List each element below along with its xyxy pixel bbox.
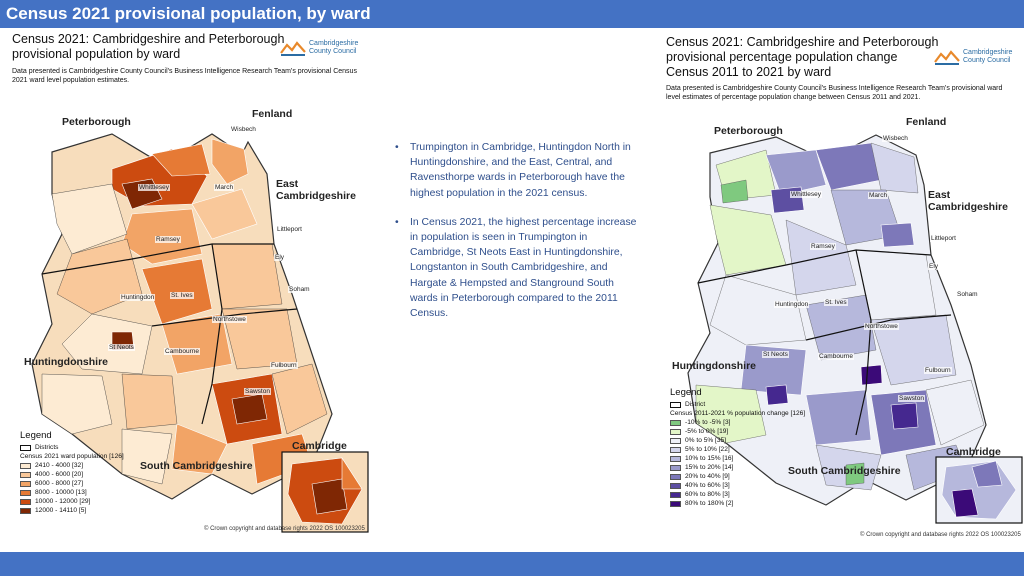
left-region-fenland: Fenland <box>252 108 293 120</box>
left-map-copyright: © Crown copyright and database rights 2022 OS 100023205 <box>204 526 365 532</box>
left-region-huntingdonshire: Huntingdonshire <box>24 356 108 368</box>
bullet-item-1 <box>390 140 640 201</box>
right-legend-label: 10% to 15% [16] <box>685 455 734 462</box>
left-legend-item <box>20 479 124 488</box>
left-legend-label: 2410 - 4000 [32] <box>35 462 84 469</box>
right-region-east-cambs-line1: East <box>928 189 951 201</box>
left-town-sawston: Sawston <box>245 388 270 395</box>
left-legend-item <box>20 497 124 506</box>
right-legend-item <box>670 472 805 481</box>
right-legend-label: -5% to 0% [19] <box>685 428 729 435</box>
left-town-wisbech: Wisbech <box>231 126 256 133</box>
right-legend-label: 15% to 20% [14] <box>685 464 734 471</box>
right-legend-item <box>670 490 805 499</box>
right-legend-swatch <box>670 501 681 507</box>
right-legend-item <box>670 454 805 463</box>
left-legend-swatch <box>20 499 31 505</box>
left-region-cambridge: Cambridge <box>292 440 347 452</box>
left-town-st-neots: St Neots <box>109 344 134 351</box>
right-map-title-line1: Census 2021: Cambridgeshire and Peterborough <box>666 35 939 49</box>
right-legend-label: 20% to 40% [9] <box>685 473 730 480</box>
population-change-map-panel <box>666 35 1024 543</box>
left-legend-title: Legend <box>20 430 52 441</box>
bullet-item-2 <box>390 215 640 321</box>
right-town-fulbourn: Fulbourn <box>925 367 951 374</box>
left-region-east-cambs-line2: Cambridgeshire <box>276 190 356 202</box>
right-legend-label: 5% to 10% [22] <box>685 446 730 453</box>
bullet-dot-2: • <box>395 216 399 228</box>
right-legend-item <box>670 445 805 454</box>
right-region-peterborough: Peterborough <box>714 125 783 137</box>
right-map-note-line1: Data presented is Cambridgeshire County Council's Business Intelligence Research Team's provisional ward <box>666 85 1003 92</box>
right-legend-item <box>670 436 805 445</box>
left-legend-swatch <box>20 463 31 469</box>
right-legend-title: Legend <box>670 387 702 398</box>
left-legend-item <box>20 470 124 479</box>
left-region-south-cambs: South Cambridgeshire <box>140 460 253 472</box>
left-legend-items <box>20 461 124 515</box>
left-legend-swatch <box>20 472 31 478</box>
footer-bar <box>0 552 1024 576</box>
right-map-title-line2: provisional percentage population change <box>666 50 898 64</box>
right-town-littleport: Littleport <box>931 235 956 242</box>
left-map-note-line2: 2021 ward level population estimates. <box>12 77 130 84</box>
right-legend-swatch <box>670 438 681 444</box>
right-legend-item <box>670 463 805 472</box>
right-legend-swatch <box>670 429 681 435</box>
right-legend-item <box>670 499 805 508</box>
left-legend-label: 6000 - 8000 [27] <box>35 480 84 487</box>
right-town-sawston: Sawston <box>899 395 924 402</box>
right-legend-swatch <box>670 456 681 462</box>
left-town-northstowe: Northstowe <box>213 316 246 323</box>
left-legend-districts-swatch <box>20 445 31 451</box>
right-region-south-cambs: South Cambridgeshire <box>788 465 901 477</box>
left-map-title-line1: Census 2021: Cambridgeshire and Peterborough <box>12 32 285 46</box>
population-map-panel <box>12 32 372 540</box>
left-legend-subtitle: Census 2021 ward population [126] <box>20 453 124 460</box>
left-town-whittlesey: Whittlesey <box>139 184 169 191</box>
right-town-wisbech: Wisbech <box>883 135 908 142</box>
right-town-soham: Soham <box>957 291 978 298</box>
council-logo <box>280 40 358 56</box>
right-town-st-ives: St. Ives <box>825 299 847 306</box>
right-legend <box>670 387 805 508</box>
right-council-logo-icon <box>934 49 960 65</box>
left-map-title-line2: provisional population by ward <box>12 47 181 61</box>
right-town-ely: Ely <box>929 263 939 270</box>
left-legend-item <box>20 488 124 497</box>
left-map-note-line1: Data presented is Cambridgeshire County Council's Business Intelligence Research Team's provisional Census <box>12 68 357 75</box>
left-town-ramsey: Ramsey <box>156 236 180 243</box>
right-legend-item <box>670 481 805 490</box>
right-legend-item <box>670 427 805 436</box>
left-town-soham: Soham <box>289 286 310 293</box>
left-town-st-ives: St. Ives <box>171 292 193 299</box>
left-legend-item <box>20 506 124 515</box>
left-town-fulbourn: Fulbourn <box>271 362 297 369</box>
bullet-text-2: In Census 2021, the highest percentage increase in population is seen in Trumpington in Cambridge, St Neots East in Huntingdonshire, Longstanton in South Cambridgeshire, and Hargate & Hempsted and Stanground South wards in Peterborough compared to the 2011 Census. <box>410 216 637 320</box>
right-legend-districts-label: District <box>685 401 706 408</box>
right-legend-swatch <box>670 420 681 426</box>
left-map-note <box>12 67 372 85</box>
right-council-logo <box>934 49 1012 65</box>
right-region-east-cambs-line2: Cambridgeshire <box>928 201 1008 213</box>
right-legend-item <box>670 418 805 427</box>
right-legend-subtitle: Census 2011-2021 % population change [126] <box>670 410 806 417</box>
right-town-huntingdon: Huntingdon <box>775 301 809 308</box>
left-town-march: March <box>215 184 234 191</box>
left-logo-line2: County Council <box>309 48 357 55</box>
left-region-east-cambs <box>276 178 356 202</box>
left-legend-label: 10000 - 12000 [29] <box>35 498 91 505</box>
right-region-east-cambs <box>928 189 1008 213</box>
left-region-peterborough: Peterborough <box>62 116 131 128</box>
left-legend-swatch <box>20 481 31 487</box>
left-town-littleport: Littleport <box>277 226 302 233</box>
council-logo-icon <box>280 40 306 56</box>
right-logo-line1: Cambridgeshire <box>963 49 1013 56</box>
right-map-title-line3: Census 2011 to 2021 by ward <box>666 65 832 79</box>
left-legend-swatch <box>20 508 31 514</box>
right-legend-districts-swatch <box>670 402 681 408</box>
right-region-cambridge: Cambridge <box>946 446 1001 458</box>
left-legend-item <box>20 461 124 470</box>
page-title: Census 2021 provisional population, by ward <box>6 4 371 23</box>
right-town-march: March <box>869 192 888 199</box>
right-legend-swatch <box>670 447 681 453</box>
left-legend-label: 4000 - 6000 [20] <box>35 471 84 478</box>
right-region-huntingdonshire: Huntingdonshire <box>672 360 756 372</box>
right-town-cambourne: Cambourne <box>819 353 853 360</box>
left-legend-label: 12000 - 14110 [5] <box>35 507 87 514</box>
right-town-st-neots: St Neots <box>763 351 788 358</box>
left-town-ely: Ely <box>275 254 285 261</box>
right-logo-line2: County Council <box>963 57 1011 64</box>
right-legend-label: 60% to 80% [3] <box>685 491 730 498</box>
right-legend-label: 0% to 5% [35] <box>685 437 727 444</box>
right-legend-districts <box>670 400 805 409</box>
summary-bullets <box>390 140 640 335</box>
right-map-copyright: © Crown copyright and database rights 2022 OS 100023205 <box>860 532 1021 538</box>
right-map-note <box>666 84 1024 102</box>
left-legend-districts-label: Districts <box>35 444 59 451</box>
right-legend-swatch <box>670 465 681 471</box>
right-legend-items <box>670 418 805 508</box>
left-legend-districts <box>20 443 124 452</box>
bullet-text-1: Trumpington in Cambridge, Huntingdon North in Huntingdonshire, and the East, Central, and Ravensthorpe wards in Peterborough have the highest population in the 2021 census. <box>410 142 631 199</box>
left-legend-swatch <box>20 490 31 496</box>
right-legend-swatch <box>670 474 681 480</box>
title-bar <box>0 0 1024 28</box>
right-legend-label: 40% to 60% [3] <box>685 482 730 489</box>
left-legend <box>20 430 124 515</box>
right-map-note-line2: level estimates of percentage population change between Census 2011 and 2021. <box>666 94 921 101</box>
right-legend-swatch <box>670 492 681 498</box>
right-legend-label: -10% to -5% [3] <box>685 419 731 426</box>
left-town-cambourne: Cambourne <box>165 348 199 355</box>
left-logo-line1: Cambridgeshire <box>309 40 359 47</box>
right-region-fenland: Fenland <box>906 116 947 128</box>
right-legend-swatch <box>670 483 681 489</box>
bullet-dot-1: • <box>395 142 399 153</box>
left-legend-label: 8000 - 10000 [13] <box>35 489 87 496</box>
right-town-northstowe: Northstowe <box>865 323 898 330</box>
left-town-huntingdon: Huntingdon <box>121 294 155 301</box>
right-town-whittlesey: Whittlesey <box>791 191 821 198</box>
right-town-ramsey: Ramsey <box>811 243 835 250</box>
left-region-east-cambs-line1: East <box>276 178 299 190</box>
right-legend-label: 80% to 180% [2] <box>685 500 734 507</box>
